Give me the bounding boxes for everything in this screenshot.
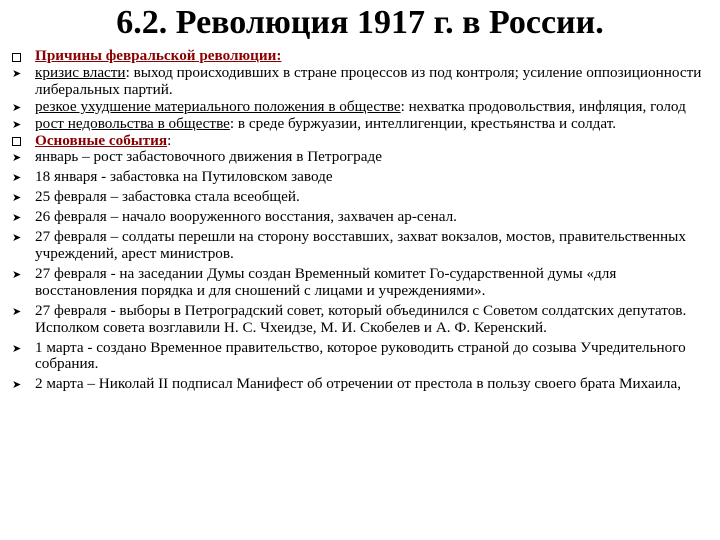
square-bullet-icon bbox=[12, 133, 26, 150]
arrow-bullet-icon bbox=[12, 149, 26, 167]
list-item bbox=[12, 376, 706, 393]
arrow-bullet-icon bbox=[12, 229, 26, 247]
section-header-suffix: : bbox=[167, 131, 172, 149]
arrow-bullet-icon bbox=[12, 99, 26, 117]
arrow-bullet-icon bbox=[12, 209, 26, 227]
list-item bbox=[12, 48, 706, 65]
event-text: 27 февраля - на заседании Думы создан Временный комитет Го-сударственной думы «для восстановления порядка и для сношений с лицами и учреждениями». bbox=[35, 264, 617, 299]
arrow-bullet-icon bbox=[12, 340, 26, 358]
arrow-bullet-icon bbox=[12, 376, 26, 394]
arrow-bullet-icon bbox=[12, 65, 26, 83]
cause-lead: рост недовольства в обществе bbox=[35, 114, 230, 132]
list-item bbox=[12, 99, 706, 116]
event-text: 27 февраля – солдаты перешли на сторону восставших, захват вокзалов, мостов, правительственных учреждений, арест министров. bbox=[35, 228, 686, 262]
list-item bbox=[12, 116, 706, 133]
event-text: 27 февраля - выборы в Петроградский совет, который объединился с Советом солдатских депутатов. Исполком совета возглавили Н. С. Чхеидзе, М. И. Скобелев и А. Ф. Керенский. bbox=[35, 301, 687, 336]
arrow-bullet-icon bbox=[12, 116, 26, 134]
event-text: 26 февраля – начало вооруженного восстания, захвачен ар-сенал. bbox=[35, 208, 457, 226]
event-text: 18 января - забастовка на Путиловском заводе bbox=[35, 168, 333, 186]
list-item bbox=[12, 65, 706, 99]
event-text: 1 марта - создано Временное правительство, которое руководить страной до созыва Учредительного собрания. bbox=[35, 338, 686, 373]
arrow-bullet-icon bbox=[12, 303, 26, 321]
list-item bbox=[12, 303, 706, 337]
slide-title: 6.2. Революция 1917 г. в России. bbox=[116, 4, 604, 41]
section-header-events: Основные события bbox=[35, 131, 168, 149]
arrow-bullet-icon bbox=[12, 189, 26, 207]
list-item bbox=[12, 209, 706, 226]
bullet-list bbox=[0, 48, 720, 393]
list-item bbox=[12, 266, 706, 300]
arrow-bullet-icon bbox=[12, 169, 26, 187]
list-item bbox=[12, 340, 706, 374]
square-bullet-icon bbox=[12, 48, 26, 65]
cause-text: : выход происходивших в стране процессов из под контроля; усиление оппозиционности либеральных партий. bbox=[35, 63, 702, 98]
list-item bbox=[12, 189, 706, 206]
cause-text: : нехватка продовольствия, инфляция, голод bbox=[400, 97, 686, 115]
list-item bbox=[12, 229, 706, 263]
cause-lead: резкое ухудшение материального положения в обществе bbox=[35, 97, 401, 115]
arrow-bullet-icon bbox=[12, 266, 26, 284]
event-text: 25 февраля – забастовка стала всеобщей. bbox=[35, 188, 300, 206]
event-text: 2 марта – Николай II подписал Манифест об отречении от престола в пользу своего брата Михаила, bbox=[35, 375, 681, 393]
list-item bbox=[12, 133, 706, 150]
cause-text: : в среде буржуазии, интеллигенции, крестьянства и солдат. bbox=[229, 114, 617, 132]
list-item bbox=[12, 169, 706, 186]
event-text: январь – рост забастовочного движения в Петрограде bbox=[35, 148, 382, 166]
cause-lead: кризис власти bbox=[35, 63, 126, 81]
list-item bbox=[12, 149, 706, 166]
section-header-causes: Причины февральской революции: bbox=[35, 47, 282, 64]
